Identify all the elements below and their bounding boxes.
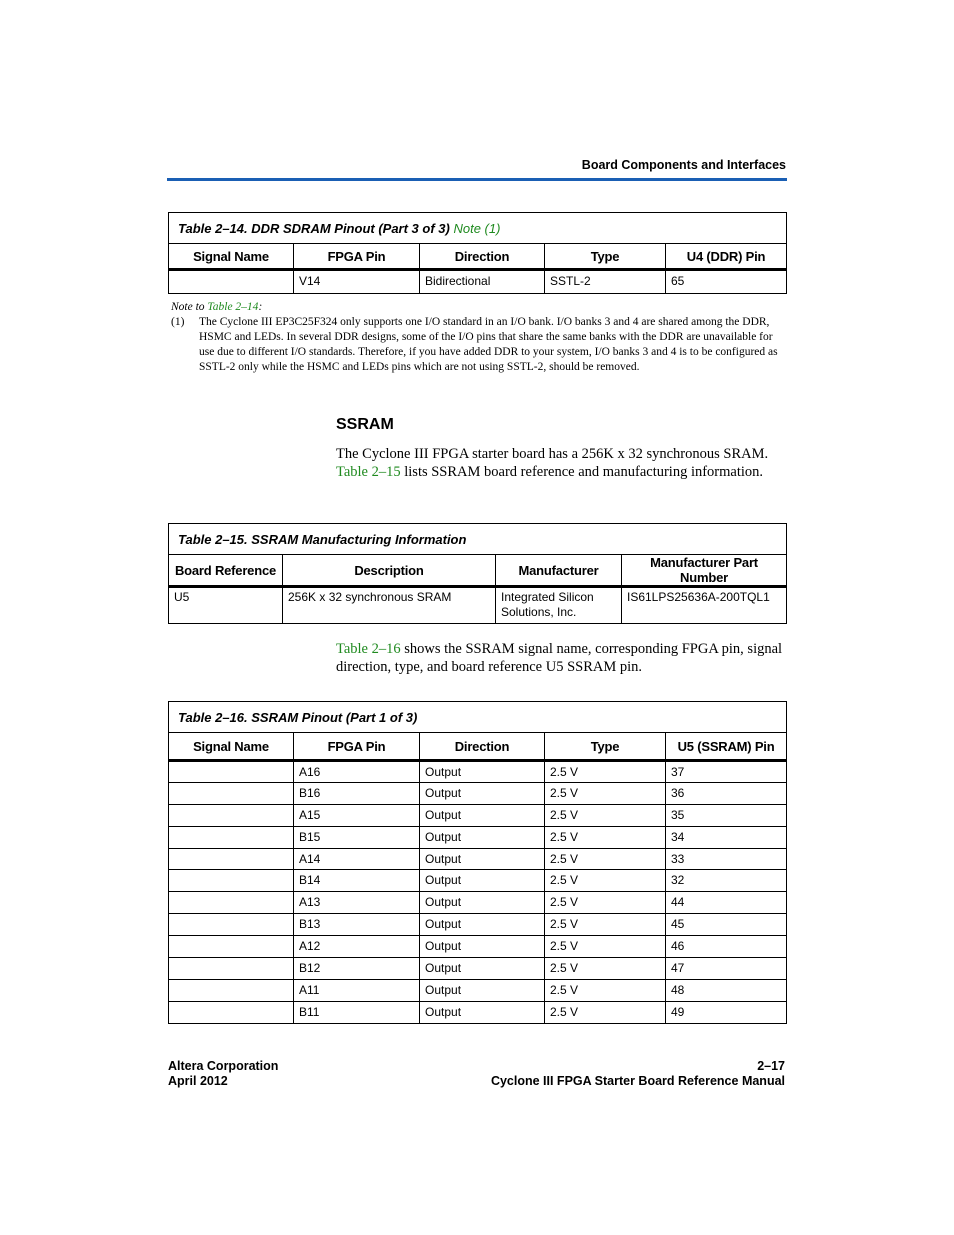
column-header: Board Reference bbox=[169, 555, 283, 587]
footer-left bbox=[168, 1059, 278, 1089]
table-cell: Integrated Silicon Solutions, Inc. bbox=[496, 587, 622, 624]
column-header: Manufacturer bbox=[496, 555, 622, 587]
table-cell: 2.5 V bbox=[545, 826, 666, 848]
note-colon: : bbox=[258, 301, 263, 313]
table-cell: 34 bbox=[666, 826, 787, 848]
table-cell: Output bbox=[420, 782, 545, 804]
table-row bbox=[169, 914, 787, 936]
table-cell: Output bbox=[420, 936, 545, 958]
table-cell bbox=[169, 914, 294, 936]
table-cell: Output bbox=[420, 958, 545, 980]
table-cell: 2.5 V bbox=[545, 958, 666, 980]
table-cell: 2.5 V bbox=[545, 848, 666, 870]
table-2-15-link[interactable]: Table 2–15 bbox=[336, 463, 401, 480]
page-number: 2–17 bbox=[757, 1059, 785, 1073]
table-cell: Output bbox=[420, 826, 545, 848]
table-cell bbox=[169, 782, 294, 804]
table-cell: 37 bbox=[666, 761, 787, 783]
table-cell bbox=[169, 958, 294, 980]
ssram-paragraph-1: The Cyclone III FPGA starter board has a 256K x 32 synchronous SRAM. Table 2–15 lists SSRAM board reference and manufacturing information. bbox=[336, 446, 769, 480]
table-cell: 44 bbox=[666, 892, 787, 914]
table-cell: B11 bbox=[294, 1001, 420, 1023]
table-row bbox=[169, 270, 787, 294]
table-cell: Output bbox=[420, 892, 545, 914]
table-cell: A14 bbox=[294, 848, 420, 870]
table-cell: B13 bbox=[294, 914, 420, 936]
table-cell: 2.5 V bbox=[545, 936, 666, 958]
table-cell: Output bbox=[420, 804, 545, 826]
table-cell: IS61LPS25636A-200TQL1 bbox=[622, 587, 787, 624]
table-2-15 bbox=[168, 523, 787, 624]
table-row bbox=[169, 848, 787, 870]
table-title: Table 2–14. DDR SDRAM Pinout (Part 3 of 3) Note (1) bbox=[169, 213, 787, 244]
table-cell bbox=[169, 979, 294, 1001]
table-cell: 32 bbox=[666, 870, 787, 892]
header-rule bbox=[167, 178, 787, 181]
table-cell: A16 bbox=[294, 761, 420, 783]
table-row bbox=[169, 936, 787, 958]
table-cell: Bidirectional bbox=[420, 270, 545, 294]
table-cell: A15 bbox=[294, 804, 420, 826]
table-cell: B12 bbox=[294, 958, 420, 980]
table-cell: A11 bbox=[294, 979, 420, 1001]
table-row bbox=[169, 761, 787, 783]
table-cell: 48 bbox=[666, 979, 787, 1001]
table-cell: A13 bbox=[294, 892, 420, 914]
column-header: U4 (DDR) Pin bbox=[666, 244, 787, 270]
table-cell bbox=[169, 804, 294, 826]
table-cell bbox=[169, 892, 294, 914]
table-cell: Output bbox=[420, 870, 545, 892]
manual-title: Cyclone III FPGA Starter Board Reference Manual bbox=[490, 1074, 785, 1088]
note-table-link[interactable]: Table 2–14 bbox=[207, 301, 259, 313]
column-header: Direction bbox=[420, 244, 545, 270]
section-heading: SSRAM bbox=[336, 416, 394, 433]
table-cell: 45 bbox=[666, 914, 787, 936]
table-row bbox=[169, 804, 787, 826]
column-header: Signal Name bbox=[169, 733, 294, 761]
table-cell: V14 bbox=[294, 270, 420, 294]
table-row bbox=[169, 958, 787, 980]
table-cell: Output bbox=[420, 979, 545, 1001]
column-header: Description bbox=[283, 555, 496, 587]
footer-right bbox=[491, 1059, 785, 1089]
table-cell: B14 bbox=[294, 870, 420, 892]
table-cell bbox=[169, 870, 294, 892]
table-cell bbox=[169, 761, 294, 783]
column-header: Manufacturer Part Number bbox=[622, 555, 787, 587]
table-cell: 36 bbox=[666, 782, 787, 804]
table-2-14 bbox=[168, 212, 787, 294]
table-cell: 2.5 V bbox=[545, 761, 666, 783]
table-cell: 2.5 V bbox=[545, 892, 666, 914]
column-header: Type bbox=[545, 244, 666, 270]
column-header: FPGA Pin bbox=[294, 244, 420, 270]
table-cell: 49 bbox=[666, 1001, 787, 1023]
table-cell bbox=[169, 848, 294, 870]
table-cell: Output bbox=[420, 848, 545, 870]
table-cell: Output bbox=[420, 914, 545, 936]
column-header: FPGA Pin bbox=[294, 733, 420, 761]
table-row bbox=[169, 979, 787, 1001]
table-cell: Output bbox=[420, 1001, 545, 1023]
table-cell: 2.5 V bbox=[545, 782, 666, 804]
table-cell bbox=[169, 936, 294, 958]
running-header: Board Components and Interfaces bbox=[581, 158, 786, 172]
table-cell bbox=[169, 270, 294, 294]
table-cell: 2.5 V bbox=[545, 1001, 666, 1023]
table-cell: 46 bbox=[666, 936, 787, 958]
table-title: Table 2–16. SSRAM Pinout (Part 1 of 3) bbox=[169, 702, 787, 733]
company-name: Altera Corporation bbox=[168, 1059, 279, 1073]
table-cell: B15 bbox=[294, 826, 420, 848]
table-cell: 256K x 32 synchronous SRAM bbox=[283, 587, 496, 624]
table-cell: SSTL-2 bbox=[545, 270, 666, 294]
table-cell: 65 bbox=[666, 270, 787, 294]
note-link[interactable]: Note (1) bbox=[453, 220, 501, 236]
table-row bbox=[169, 870, 787, 892]
table-cell: A12 bbox=[294, 936, 420, 958]
table-note bbox=[171, 300, 785, 375]
column-header: Signal Name bbox=[169, 244, 294, 270]
table-title: Table 2–15. SSRAM Manufacturing Information bbox=[169, 524, 787, 555]
note-number: (1) bbox=[171, 316, 185, 328]
note-label: Note to bbox=[171, 301, 205, 313]
column-header: Direction bbox=[420, 733, 545, 761]
table-2-16 bbox=[168, 701, 787, 1024]
column-header: Type bbox=[545, 733, 666, 761]
table-cell: 2.5 V bbox=[545, 804, 666, 826]
note-text: The Cyclone III EP3C25F324 only supports one I/O standard in an I/O bank. I/O banks 3 and 4 are shared among the DDR, HSMC and LEDs. In several DDR designs, some of the I/O pins that share the same banks with the DDR are unavailable for use due to different I/O standards. Therefore, if you have added DDR to your system, I/O banks 3 and 4 is to be configured as SSTL-2 only while the HSMC and LEDs pins which are not using SSTL-2, should be removed. bbox=[199, 316, 778, 373]
table-cell: B16 bbox=[294, 782, 420, 804]
table-row bbox=[169, 826, 787, 848]
publish-date: April 2012 bbox=[168, 1074, 228, 1088]
ssram-paragraph-2: Table 2–16 shows the SSRAM signal name, corresponding FPGA pin, signal direction, type, and board reference U5 SSRAM pin. bbox=[336, 641, 783, 675]
table-cell bbox=[169, 1001, 294, 1023]
table-2-16-link[interactable]: Table 2–16 bbox=[336, 641, 401, 657]
table-cell: 47 bbox=[666, 958, 787, 980]
table-row bbox=[169, 782, 787, 804]
table-row bbox=[169, 892, 787, 914]
table-cell: 2.5 V bbox=[545, 979, 666, 1001]
table-cell: 33 bbox=[666, 848, 787, 870]
table-row bbox=[169, 587, 787, 624]
column-header: U5 (SSRAM) Pin bbox=[666, 733, 787, 761]
table-cell: Output bbox=[420, 761, 545, 783]
table-row bbox=[169, 1001, 787, 1023]
table-cell: 2.5 V bbox=[545, 870, 666, 892]
table-cell: U5 bbox=[169, 587, 283, 624]
table-cell: 2.5 V bbox=[545, 914, 666, 936]
table-cell bbox=[169, 826, 294, 848]
table-cell: 35 bbox=[666, 804, 787, 826]
